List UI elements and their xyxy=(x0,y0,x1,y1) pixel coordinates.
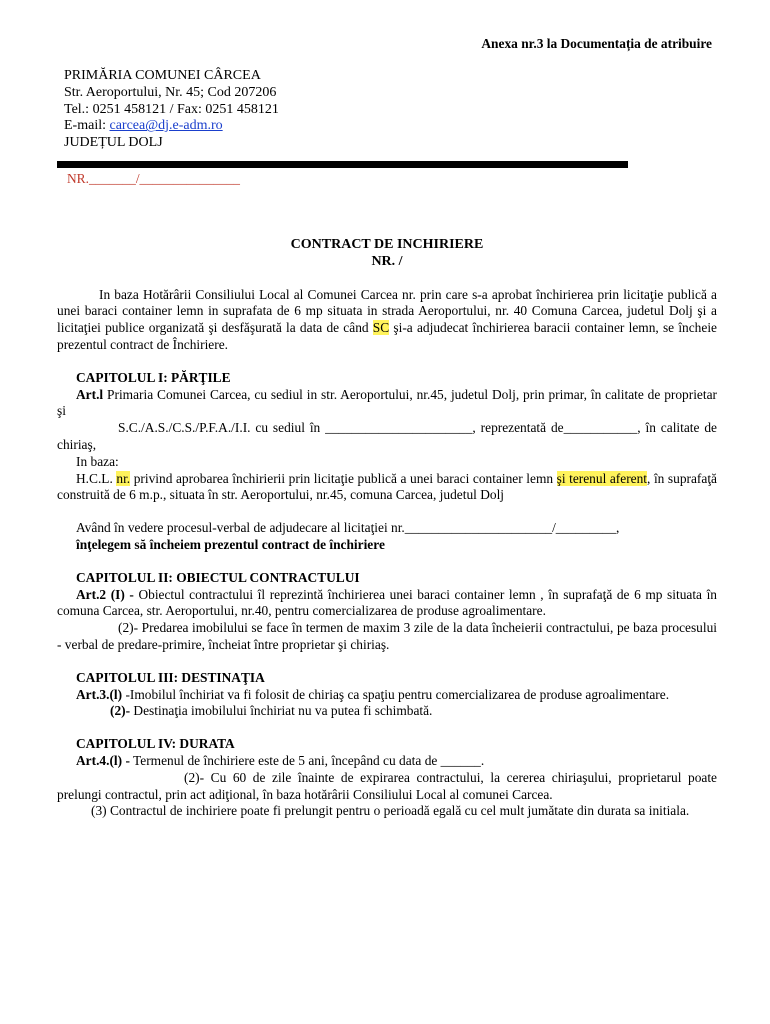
article-1 xyxy=(57,387,717,421)
address-line: Str. Aeroportului, Nr. 45; Cod 207206 xyxy=(64,84,277,100)
institution-name: PRIMĂRIA COMUNEI CÂRCEA xyxy=(64,68,261,83)
article-4-paragraph-2: (2)- Cu 60 de zile înainte de expirarea contractului, la cererea chiriaşului, proprietarul poate prelungi contractul, prin act adiţional, în baza hotărârii Consiliului Local al comunei Carcea. xyxy=(57,769,717,802)
article-3-label: Art.3.(l) xyxy=(76,686,123,702)
article-3-p2-text: Destinaţia imobilului închiriat nu va putea fi schimbată. xyxy=(130,703,433,719)
spacer xyxy=(57,554,717,570)
intro-paragraph xyxy=(57,287,717,354)
agreement-line: înţelegem să încheiem prezentul contract de închiriere xyxy=(76,536,385,552)
article-4 xyxy=(57,753,717,770)
phone-line: Tel.: 0251 458121 / Fax: 0251 458121 xyxy=(64,101,279,117)
hcl-paragraph xyxy=(57,471,717,505)
spacer xyxy=(57,354,717,370)
email-line xyxy=(64,118,279,135)
article-4-label: Art.4.(l) - xyxy=(76,752,130,768)
spacer xyxy=(57,654,717,670)
annex-label: Anexa nr.3 la Documentația de atribuire xyxy=(481,36,712,51)
intro-text-b: şi-a adjudecat închirierea baracii container lemn, se încheie prezentul contract de Închiriere. xyxy=(57,320,717,352)
article-1-label: Art.l xyxy=(76,386,104,402)
email-label: E-mail: xyxy=(64,118,110,134)
article-3-p2-label: (2)- xyxy=(110,703,131,719)
county-line: JUDEȚUL DOLJ xyxy=(64,135,163,151)
spacer xyxy=(57,504,717,520)
article-2-paragraph-2: (2)- Predarea imobilului se face în termen de maxim 3 zile de la data încheierii contractului, pe baza procesului - verbal de predare-primire, încheiat între proprietar şi chiriaş. xyxy=(57,620,717,652)
article-3-paragraph-2 xyxy=(57,703,717,720)
article-4-paragraph-3: (3) Contractul de inchiriere poate fi prelungit pentru o perioadă egală cu cel mult jumătate din durata sa initiala. xyxy=(91,803,690,819)
email-link[interactable]: carcea@dj.e-adm.ro xyxy=(109,118,223,134)
article-2 xyxy=(57,587,717,621)
intro-text-a: In baza Hotărârii Consiliului Local al Comunei Carcea nr. prin care s-a aprobat închirierea prin licitaţie publică a unei baraci container lemn in suprafata de 6 mp situata in strada Aeroportului, nr. 40 Comuna Carcea, judetul Dolj şi a licitaţiei publice organizată şi desfăşurată la data de când xyxy=(57,286,717,336)
in-baza-label: In baza: xyxy=(76,453,119,469)
spacer xyxy=(57,720,717,736)
chapter-4-title: CAPITOLUL IV: DURATA xyxy=(76,736,235,752)
chapter-3-title: CAPITOLUL III: DESTINAŢIA xyxy=(76,669,265,685)
avand-line: Având în vedere procesul-verbal de adjudecare al licitaţiei nr.______________________/_________, xyxy=(76,520,620,536)
contract-title: CONTRACT DE INCHIRIERE xyxy=(290,237,484,252)
contract-number: NR. / xyxy=(371,253,403,269)
chapter-2-title: CAPITOLUL II: OBIECTUL CONTRACTULUI xyxy=(76,569,360,585)
chapter-1-title: CAPITOLUL I: PĂRŢILE xyxy=(76,369,231,385)
article-2-label: Art.2 (I) - xyxy=(76,586,134,602)
registration-number: NR._______/_______________ xyxy=(67,171,240,186)
article-3 xyxy=(57,687,717,704)
tenant-line: S.C./A.S./C.S./P.F.A./I.I. cu sediul în ______________________, reprezentată de___________, în calitate de chiriaş, xyxy=(57,420,717,452)
header-divider xyxy=(57,161,628,168)
article-2-text: Obiectul contractului îl reprezintă închirierea unei baraci container lemn , în suprafaţă de 6 mp situata în comuna Carcea, str. Aeroportului, nr.40, pentru comercializarea de produse agroalimentare. xyxy=(57,586,717,619)
hcl-text-c: , în suprafaţă construită de 6 m.p., situata în str. Aeroportului, nr.45, comuna Carcea, judetul Dolj xyxy=(57,470,717,503)
hcl-text-b: privind aprobarea închirierii prin licitaţie publică a unei baraci container lemn xyxy=(130,470,557,486)
letterhead xyxy=(64,68,279,152)
highlight-nr: nr. xyxy=(116,470,131,486)
hcl-text-a: H.C.L. xyxy=(76,470,117,486)
article-4-text: Termenul de închiriere este de 5 ani, începând cu data de ______. xyxy=(129,752,485,768)
article-1-text: Primaria Comunei Carcea, cu sediul in str. Aeroportului, nr.45, judetul Dolj, prin primar, în calitate de proprietar şi xyxy=(57,386,717,419)
article-3-text: -Imobilul închiriat va fi folosit de chiriaş ca spaţiu pentru comercializarea de produse agroalimentare. xyxy=(122,686,670,702)
spacer xyxy=(57,271,717,287)
highlight-sc: SC xyxy=(372,320,390,336)
highlight-teren: şi terenul aferent xyxy=(556,470,648,486)
contract-body xyxy=(57,237,717,820)
